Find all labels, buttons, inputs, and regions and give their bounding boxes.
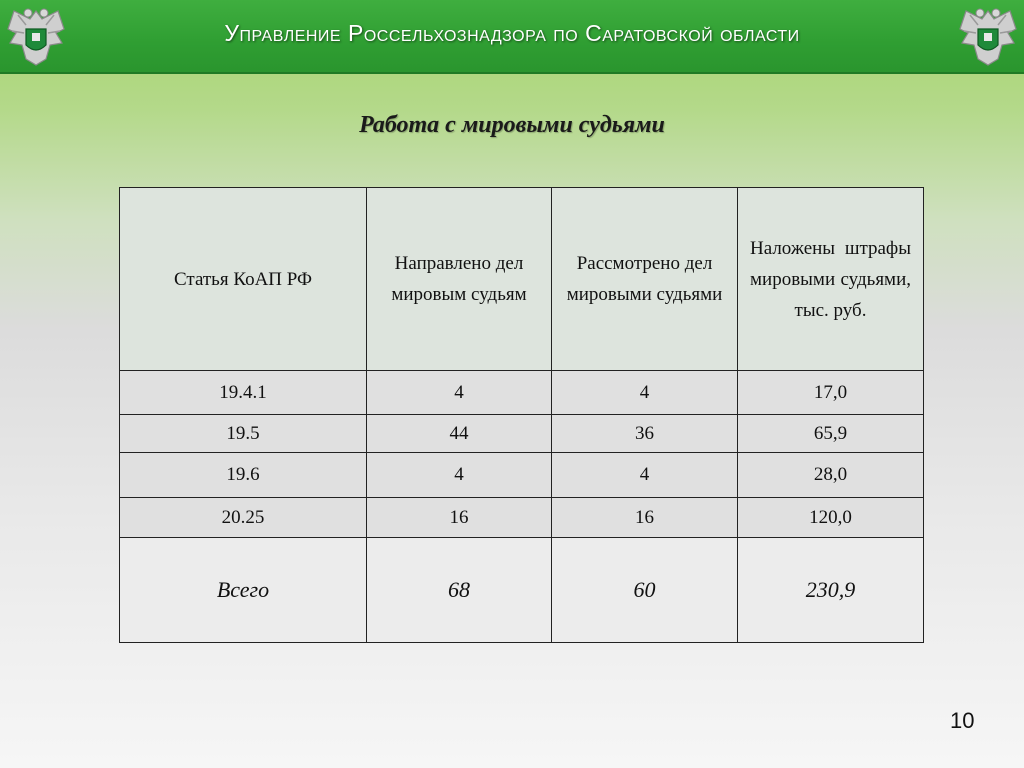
table-row: [120, 453, 924, 498]
column-header-article: Статья КоАП РФ: [120, 188, 367, 371]
total-fines: 230,9: [738, 538, 924, 643]
header-title: Управление Россельхознадзора по Саратовской области: [224, 20, 800, 46]
cell-sent: 16: [367, 498, 552, 538]
cell-fines: 120,0: [738, 498, 924, 538]
column-header-fines: Наложены штрафы мировыми судьями, тыс. руб.: [738, 188, 924, 371]
total-label: Всего: [120, 538, 367, 643]
total-sent: 68: [367, 538, 552, 643]
cell-sent: 4: [367, 453, 552, 498]
cell-considered: 4: [552, 453, 738, 498]
header-bar: [0, 0, 1024, 74]
cell-article: 19.6: [120, 453, 367, 498]
total-considered: 60: [552, 538, 738, 643]
cell-fines: 28,0: [738, 453, 924, 498]
table-row: [120, 371, 924, 415]
eagle-emblem-icon: [4, 3, 68, 71]
cell-fines: 65,9: [738, 415, 924, 453]
page-title: Работа с мировыми судьями: [359, 112, 665, 138]
cell-fines: 17,0: [738, 371, 924, 415]
cell-sent: 44: [367, 415, 552, 453]
cell-sent: 4: [367, 371, 552, 415]
table-row: [120, 415, 924, 453]
table-header-row: [120, 188, 924, 371]
cell-considered: 4: [552, 371, 738, 415]
cell-considered: 36: [552, 415, 738, 453]
column-header-considered: Рассмотрено дел мировыми судьями: [552, 188, 738, 371]
table-total-row: [120, 538, 924, 643]
slide-number: 10: [950, 708, 975, 733]
cell-article: 19.5: [120, 415, 367, 453]
table-row: [120, 498, 924, 538]
cell-considered: 16: [552, 498, 738, 538]
eagle-emblem-icon: [956, 3, 1020, 71]
court-cases-table: [119, 187, 924, 643]
cell-article: 19.4.1: [120, 371, 367, 415]
cell-article: 20.25: [120, 498, 367, 538]
column-header-sent: Направлено дел мировым судьям: [367, 188, 552, 371]
